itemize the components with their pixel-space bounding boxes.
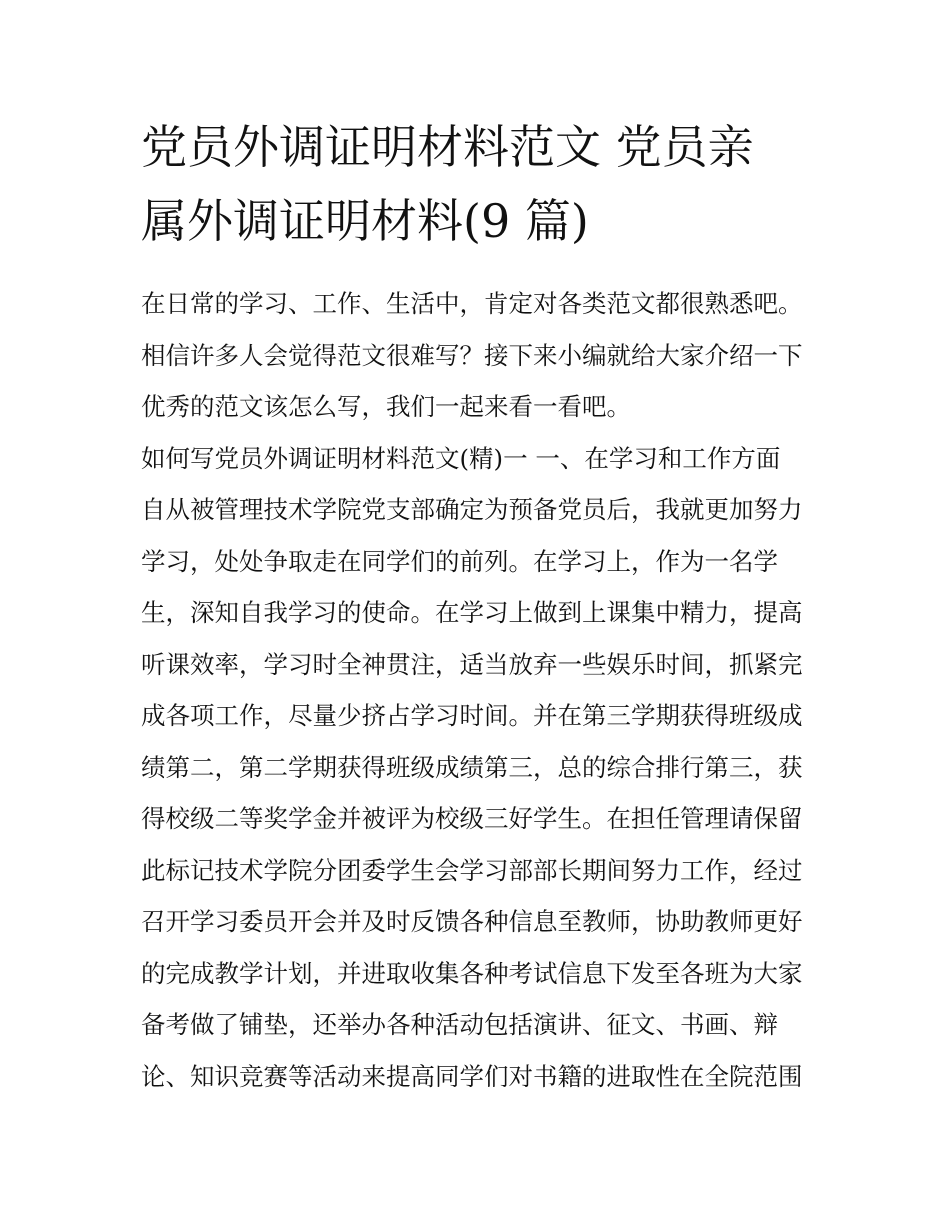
body-line-10: 绩第二，第二学期获得班级成绩第三，总的综合排行第三，获 xyxy=(141,752,803,782)
body-line-8: 听课效率，学习时全神贯注，适当放弃一些娱乐时间，抓紧完 xyxy=(141,649,803,679)
body-line-2: 相信许多人会觉得范文很难写？接下来小编就给大家介绍一下 xyxy=(141,340,803,370)
body-line-14: 的完成教学计划，并进取收集各种考试信息下发至各班为大家 xyxy=(141,958,803,988)
body-line-11: 得校级二等奖学金并被评为校级三好学生。在担任管理请保留 xyxy=(141,804,803,833)
body-line-1: 在日常的学习、工作、生活中，肯定对各类范文都很熟悉吧。 xyxy=(141,289,803,318)
body-line-12: 此标记技术学院分团委学生会学习部部长期间努力工作，经过 xyxy=(141,855,803,885)
body-line-4: 如何写党员外调证明材料范文(精)一 一、在学习和工作方面 xyxy=(141,443,781,473)
body-line-5: 自从被管理技术学院党支部确定为预备党员后，我就更加努力 xyxy=(141,495,803,524)
title-line-1: 党员外调证明材料范文 党员亲 xyxy=(141,120,754,174)
body-line-7: 生，深知自我学习的使命。在学习上做到上课集中精力，提高 xyxy=(141,598,803,627)
body-line-6: 学习，处处争取走在同学们的前列。在学习上，作为一名学 xyxy=(141,546,778,576)
body-line-16: 论、知识竞赛等活动来提高同学们对书籍的进取性在全院范围 xyxy=(141,1061,803,1091)
body-line-3: 优秀的范文该怎么写，我们一起来看一看吧。 xyxy=(141,392,631,421)
body-line-13: 召开学习委员开会并及时反馈各种信息至教师，协助教师更好 xyxy=(141,907,803,936)
document-title xyxy=(141,110,821,258)
document-body xyxy=(141,278,821,1102)
title-line-2: 属外调证明材料(9 篇) xyxy=(141,194,589,248)
body-line-15: 备考做了铺垫，还举办各种活动包括演讲、征文、书画、辩 xyxy=(141,1010,778,1039)
body-line-9: 成各项工作，尽量少挤占学习时间。并在第三学期获得班级成 xyxy=(141,701,803,730)
